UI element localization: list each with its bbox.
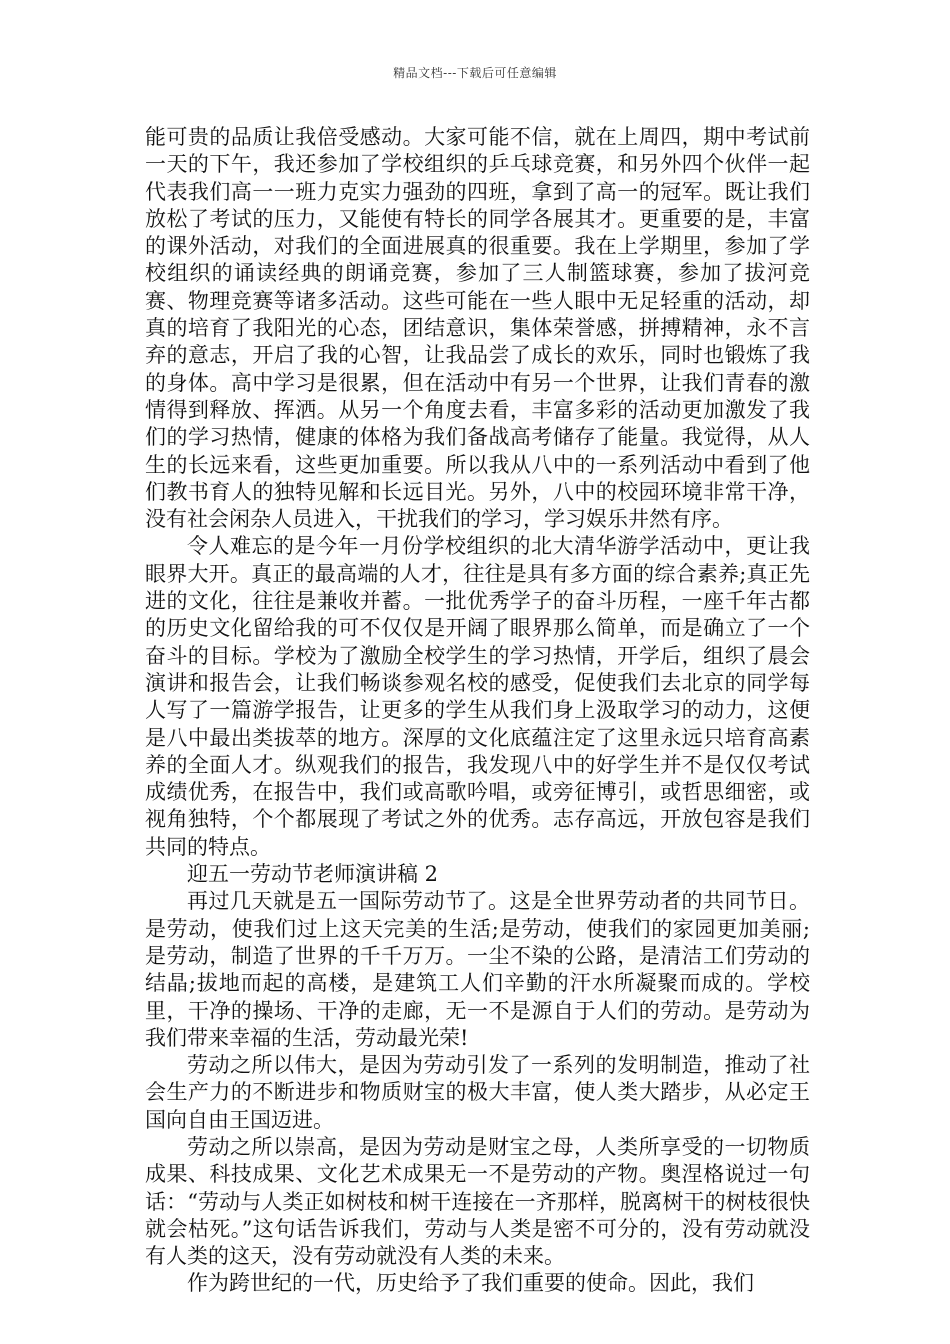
paragraph-5: 劳动之所以崇高，是因为劳动是财宝之母，人类所享受的一切物质成果、科技成果、文化艺术成果无一不是劳动的产物。奥涅格说过一句话：“劳动与人类正如树枝和树干连接在一齐那样，脱离树干的树枝很快就会枯死。”这句话告诉我们，劳动与人类是密不可分的，没有劳动就没有人类的这天，没有劳动就没有人类的未来。 <box>145 1134 810 1269</box>
paragraph-4: 劳动之所以伟大，是因为劳动引发了一系列的发明制造，推动了社会生产力的不断进步和物质财宝的极大丰富，使人类大踏步，从必定王国向自由王国迈进。 <box>145 1053 810 1132</box>
section-title: 迎五一劳动节老师演讲稿 2 <box>187 862 439 887</box>
page-header: 精品文档---下载后可任意编辑 <box>393 66 557 80</box>
paragraph-6: 作为跨世纪的一代，历史给予了我们重要的使命。因此，我们 <box>187 1271 754 1296</box>
paragraph-2: 令人难忘的是今年一月份学校组织的北大清华游学活动中，更让我眼界大开。真正的最高端的人才，往往是具有多方面的综合素养;真正先进的文化，往往是兼收并蓄。一批优秀学子的奋斗历程，一座千年古都的历史文化留给我的可不仅仅是开阔了眼界那么简单，而是确立了一个奋斗的目标。学校为了激励全校学生的学习热情，开学后，组织了晨会演讲和报告会，让我们畅谈参观名校的感受，促使我们去北京的同学每人写了一篇游学报告，让更多的学生从我们身上汲取学习的动力，这便是八中最出类拔萃的地方。深厚的文化底蕴注定了这里永远只培育高素养的全面人才。纵观我们的报告，我发现八中的好学生并不是仅仅考试成绩优秀，在报告中，我们或高歌吟唱，或旁征博引，或哲思细密，或视角独特，个个都展现了考试之外的优秀。志存高远，开放包容是我们共同的特点。 <box>145 534 810 859</box>
paragraph-1: 能可贵的品质让我倍受感动。大家可能不信，就在上周四，期中考试前一天的下午，我还参加了学校组织的乒乓球竞赛，和另外四个伙伴一起代表我们高一一班力克实力强劲的四班，拿到了高一的冠军。既让我们放松了考试的压力，又能使有特长的同学各展其才。更重要的是，丰富的课外活动，对我们的全面进展真的很重要。我在上学期里，参加了学校组织的诵读经典的朗诵竞赛，参加了三人制篮球赛，参加了拔河竞赛、物理竞赛等诸多活动。这些可能在一些人眼中无足轻重的活动，却真的培育了我阳光的心态，团结意识，集体荣誉感，拼搏精神，永不言弃的意志，开启了我的心智，让我品尝了成长的欢乐，同时也锻炼了我的身体。高中学习是很累，但在活动中有另一个世界，让我们青春的激情得到释放、挥洒。从另一个角度去看，丰富多彩的活动更加激发了我们的学习热情，健康的体格为我们备战高考储存了能量。我觉得，从人生的长远来看，这些更加重要。所以我从八中的一系列活动中看到了他们教书育人的独特见解和长远目光。另外，八中的校园环境非常干净，没有社会闲杂人员进入，干扰我们的学习，学习娱乐井然有序。 <box>145 125 810 532</box>
paragraph-3: 再过几天就是五一国际劳动节了。这是全世界劳动者的共同节日。是劳动，使我们过上这天完美的生活;是劳动，使我们的家园更加美丽;是劳动，制造了世界的千千万万。一尘不染的公路，是清洁工们劳动的结晶;拔地而起的高楼，是建筑工人们辛勤的汗水所凝聚而成的。学校里，干净的操场、干净的走廊，无一不是源自于人们的劳动。是劳动为我们带来幸福的生活，劳动最光荣! <box>145 889 810 1050</box>
document-body <box>145 124 810 1298</box>
